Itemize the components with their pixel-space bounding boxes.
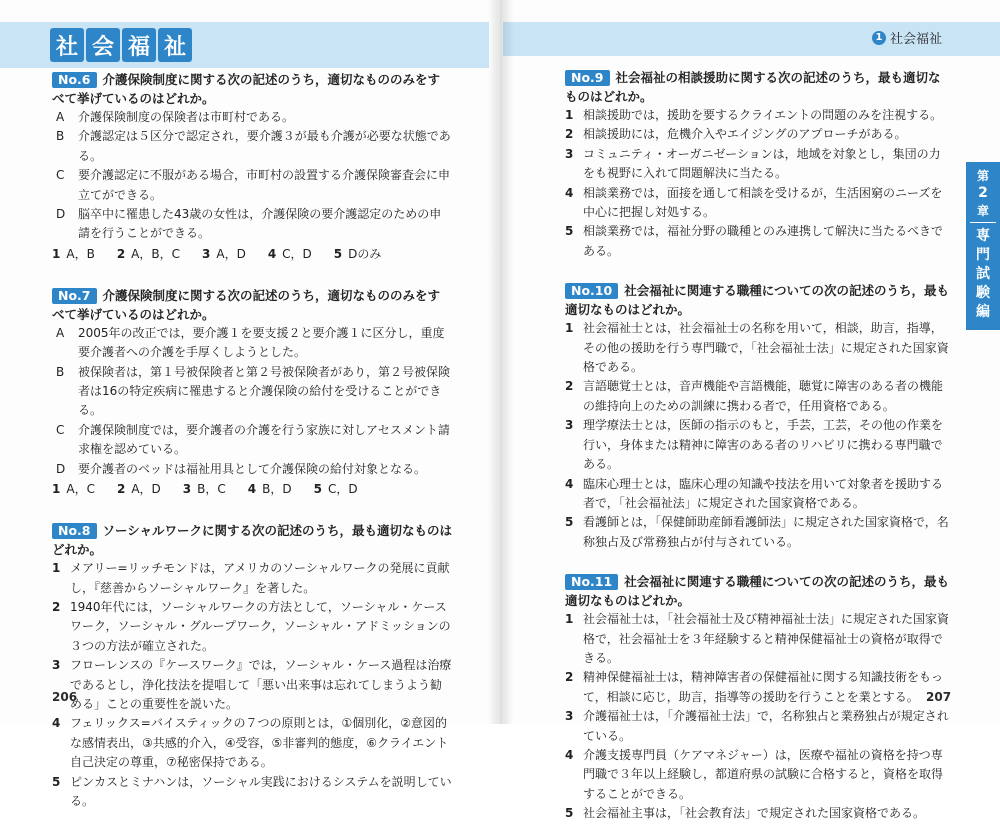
option-label: 4 — [565, 747, 574, 762]
question-heading — [565, 281, 950, 319]
option-item — [565, 145, 950, 184]
option-label: 2 — [565, 127, 574, 142]
answer-choice-text: B，C — [197, 482, 226, 497]
option-item — [565, 222, 950, 261]
option-item — [565, 106, 950, 125]
option-item — [52, 363, 452, 421]
title-char: 会 — [86, 28, 120, 62]
option-label: 4 — [565, 185, 574, 200]
option-label: D — [56, 207, 66, 222]
left-question-column — [52, 70, 452, 811]
answer-choice-text: A，B，C — [131, 246, 180, 261]
option-text: 臨床心理士とは，臨床心理の知識や技法を用いて対象者を援助する者で，「社会福祉法」に規定された国家資格である。 — [583, 476, 944, 510]
option-item — [565, 707, 950, 746]
answer-choice-text: A，D — [216, 246, 246, 261]
option-label: B — [56, 129, 65, 144]
page-number-left: 206 — [52, 690, 78, 704]
option-text: 相談業務では，福祉分野の職種とのみ連携して解決に当たるべきである。 — [583, 224, 944, 258]
option-item — [52, 714, 452, 772]
option-item — [565, 184, 950, 223]
option-text: ピンカスとミナハンは，ソーシャル実践におけるシステムを説明している。 — [70, 774, 452, 808]
question-block — [52, 70, 452, 264]
side-tab-char: 験 — [976, 285, 990, 301]
answer-choice-text: A，D — [131, 482, 161, 497]
section-number: 1 — [872, 31, 886, 45]
question-block — [52, 521, 452, 811]
option-text: 社会福祉士とは，社会福祉士の名称を用いて，相談，助言，指導，その他の援助を行う専門職で，「社会福祉士法」に規定された国家資格である。 — [583, 321, 949, 375]
option-item — [52, 421, 452, 460]
option-item — [565, 416, 950, 474]
option-label: 4 — [52, 716, 61, 731]
book-gutter — [488, 0, 514, 724]
question-text: 社会福祉の相談援助に関する次の記述のうち，最も適切なものはどれか。 — [565, 70, 941, 104]
answer-choice-number: 3 — [202, 246, 211, 261]
answer-choice-text: A，B — [66, 246, 95, 261]
option-label: 1 — [565, 612, 574, 627]
question-heading — [52, 286, 452, 324]
question-number-badge: No.11 — [565, 574, 618, 590]
question-heading — [565, 572, 950, 610]
question-block — [52, 286, 452, 499]
question-block — [565, 572, 950, 823]
answer-choice-text: Dのみ — [348, 246, 382, 261]
option-item — [565, 125, 950, 144]
question-text: 社会福祉に関連する職種についての次の記述のうち，最も適切なものはどれか。 — [565, 283, 949, 318]
section-label — [872, 28, 942, 47]
option-item — [565, 513, 950, 552]
option-item — [565, 610, 950, 668]
option-text: メアリー=リッチモンドは，アメリカのソーシャルワークの発展に貢献し，『慈善からソーシャルワーク』を著した。 — [70, 561, 450, 595]
option-text: コミュニティ・オーガニゼーションは，地域を対象とし，集団の力をも視野に入れて問題解決に当たる。 — [583, 146, 941, 181]
option-text: 2005年の改正では，要介護１を要支援２と要介護１に区分し，重度要介護者への介護を手厚くしようとした。 — [78, 325, 445, 360]
option-text: 相談業務では，面接を通して相談を受けるが，生活困窮のニーズを中心に把握し対処する。 — [583, 185, 943, 220]
option-text: 介護保険制度の保険者は市町村である。 — [78, 110, 295, 124]
option-label: C — [56, 168, 65, 183]
answer-choice-text: C，D — [327, 482, 358, 497]
answer-choice-number: 1 — [52, 482, 61, 497]
option-item — [565, 804, 950, 823]
option-label: 3 — [565, 709, 574, 724]
option-text: 脳卒中に罹患した43歳の女性は，介護保険の要介護認定のための申請を行うことができる。 — [78, 207, 442, 241]
option-item — [565, 475, 950, 514]
answer-choice-number: 2 — [116, 246, 126, 261]
answer-choice — [202, 244, 246, 264]
right-question-column — [565, 68, 950, 824]
option-text: 社会福祉主事は，「社会教育法」で規定された国家資格である。 — [583, 806, 926, 821]
option-label: 3 — [52, 658, 61, 673]
chapter-number: 2 — [978, 185, 988, 201]
answer-choice-number: 3 — [182, 482, 192, 497]
right-header-band — [503, 22, 1000, 56]
option-item — [52, 773, 452, 812]
answer-choice — [117, 479, 161, 499]
question-block — [565, 68, 950, 261]
answer-choice-text: B，D — [262, 482, 292, 497]
option-label: 1 — [565, 108, 574, 122]
option-item — [565, 377, 950, 416]
answer-choices — [52, 244, 452, 264]
question-number-badge: No.6 — [52, 72, 97, 88]
answer-choice-number: 1 — [52, 246, 61, 261]
title-char: 福 — [122, 28, 156, 62]
option-item — [52, 205, 452, 244]
answer-choice-number: 4 — [267, 246, 277, 261]
option-label: 5 — [565, 806, 574, 821]
question-text: 社会福祉に関連する職種についての次の記述のうち，最も適切なものはどれか。 — [565, 574, 949, 609]
option-text: 介護保険制度では，要介護者の介護を行う家族に対しアセスメント請求権を認めている。 — [78, 422, 450, 457]
question-text: ソーシャルワークに関する次の記述のうち，最も適切なものはどれか。 — [52, 523, 453, 558]
question-number-badge: No.8 — [52, 523, 97, 539]
option-text: 介護支援専門員（ケアマネジャー）は，医療や福祉の資格を持つ専門職で３年以上経験し，都道府県の試験に合格すると，資格を取得することができる。 — [583, 747, 944, 801]
option-label: D — [56, 461, 66, 476]
option-item — [52, 460, 452, 479]
question-number-badge: No.9 — [565, 70, 610, 86]
side-tab-char: 試 — [976, 266, 990, 282]
chapter-prefix: 第 — [976, 169, 989, 183]
option-label: C — [56, 422, 65, 437]
page-number-right: 207 — [926, 690, 952, 704]
answer-choices — [52, 479, 452, 499]
side-tab-char: 専 — [976, 228, 990, 244]
option-label: 3 — [565, 418, 574, 433]
answer-choice-number: 5 — [333, 246, 343, 261]
option-item — [565, 668, 950, 707]
answer-choice — [314, 479, 358, 499]
option-text: 精神保健福祉士は，精神障害者の保健福祉に関する知識技術をもって，相談に応じ，助言，指導等の援助を行うことを業とする。 — [583, 670, 944, 704]
option-label: 3 — [565, 146, 574, 161]
question-number-badge: No.7 — [52, 288, 97, 304]
option-label: 1 — [52, 561, 61, 576]
chapter-side-tab — [966, 162, 1000, 330]
option-item — [52, 598, 452, 656]
option-label: 2 — [565, 379, 574, 394]
option-text: 相談援助では，援助を要するクライエントの問題のみを注視する。 — [583, 108, 943, 122]
question-heading — [565, 68, 950, 106]
answer-choice — [248, 479, 292, 499]
section-label-text: 社会福祉 — [889, 32, 942, 47]
option-text: 要介護者のベッドは福祉用具として介護保険の給付対象となる。 — [78, 461, 427, 476]
option-label: 5 — [565, 224, 574, 239]
option-text: 介護認定は５区分で認定され，要介護３が最も介護が必要な状態である。 — [78, 129, 451, 163]
option-text: 理学療法士とは，医師の指示のもと，手芸，工芸，その他の作業を行い，身体または精神に障害のある者のリハビリに携わる専門職である。 — [583, 418, 944, 472]
option-label: A — [56, 325, 65, 340]
option-text: 要介護認定に不服がある場合，市町村の設置する介護保険審査会に申立てができる。 — [78, 168, 451, 202]
title-char: 社 — [50, 28, 84, 62]
option-item — [52, 108, 452, 127]
chapter-title — [50, 28, 192, 62]
option-label: 1 — [565, 321, 574, 336]
question-heading — [52, 521, 452, 559]
side-tab-char: 門 — [976, 247, 990, 263]
option-label: A — [56, 110, 65, 124]
side-tab-divider — [970, 222, 996, 223]
option-item — [565, 319, 950, 377]
answer-choice-number: 2 — [116, 482, 126, 497]
answer-choice — [334, 244, 382, 264]
question-heading — [52, 70, 452, 108]
option-label: 2 — [565, 670, 574, 685]
question-text: 介護保険制度に関する次の記述のうち，適切なもののみをすべて挙げているのはどれか。 — [52, 287, 441, 322]
answer-choice-text: C，D — [282, 246, 312, 261]
option-item — [565, 746, 950, 804]
option-text: フローレンスの『ケースワーク』では，ソーシャル・ケース過程は治療であるとし，浄化技法を提唱して「悪い出来事は忘れてしまうよう勧める」ことの重要性を説いた。 — [70, 658, 452, 711]
answer-choice — [52, 479, 95, 499]
answer-choice-number: 4 — [247, 482, 257, 497]
option-text: 相談援助には，危機介入やエイジングのアプローチがある。 — [583, 127, 907, 142]
side-tab-char: 編 — [976, 304, 990, 320]
question-text: 介護保険制度に関する次の記述のうち，適切なもののみをすべて挙げているのはどれか。 — [52, 72, 441, 106]
option-text: 看護師とは，「保健師助産師看護師法」に規定された国家資格で，名称独占及び常務独占が付与されている。 — [583, 515, 949, 549]
title-char: 祉 — [158, 28, 192, 62]
option-item — [52, 324, 452, 363]
answer-choice — [183, 479, 226, 499]
option-label: 4 — [565, 476, 574, 491]
option-text: フェリックス=バイスティックの７つの原則とは，①個別化，②意図的な感情表出，③共感的介入，④受容，⑤非審判的態度，⑥クライエント自己決定の尊重，⑦秘密保持である。 — [70, 716, 449, 770]
option-text: 言語聴覚士とは，音声機能や言語機能，聴覚に障害のある者の機能の維持向上のための訓練に携わる者で，任用資格である。 — [583, 379, 944, 413]
option-text: 被保険者は，第１号被保険者と第２号被保険者があり，第２号被保険者は16の特定疾病に罹患すると介護保険の給付を受けることができる。 — [78, 364, 451, 418]
answer-choice — [117, 244, 180, 264]
chapter-suffix: 章 — [976, 204, 989, 218]
answer-choice-text: A，C — [66, 482, 95, 497]
option-item — [52, 656, 452, 714]
question-block — [565, 281, 950, 552]
question-number-badge: No.10 — [565, 283, 618, 299]
option-label: B — [56, 364, 65, 379]
option-text: 介護福祉士は，「介護福祉士法」で，名称独占と業務独占が規定されている。 — [583, 709, 949, 743]
answer-choice — [52, 244, 95, 264]
option-item — [52, 559, 452, 598]
option-text: 1940年代には，ソーシャルワークの方法として，ソーシャル・ケースワーク，ソーシャル・グループワーク，ソーシャル・アドミッションの３つの方法が確立された。 — [70, 599, 451, 653]
answer-choice — [268, 244, 312, 264]
answer-choice-number: 5 — [313, 482, 322, 497]
option-item — [52, 127, 452, 166]
option-label: 2 — [52, 599, 61, 614]
option-text: 社会福祉士は，「社会福祉士及び精神福祉士法」に規定された国家資格で，社会福祉士を３年経験すると精神保健福祉士の資格が取得できる。 — [583, 612, 950, 665]
option-label: 5 — [565, 515, 574, 530]
option-label: 5 — [52, 774, 61, 789]
option-item — [52, 166, 452, 205]
